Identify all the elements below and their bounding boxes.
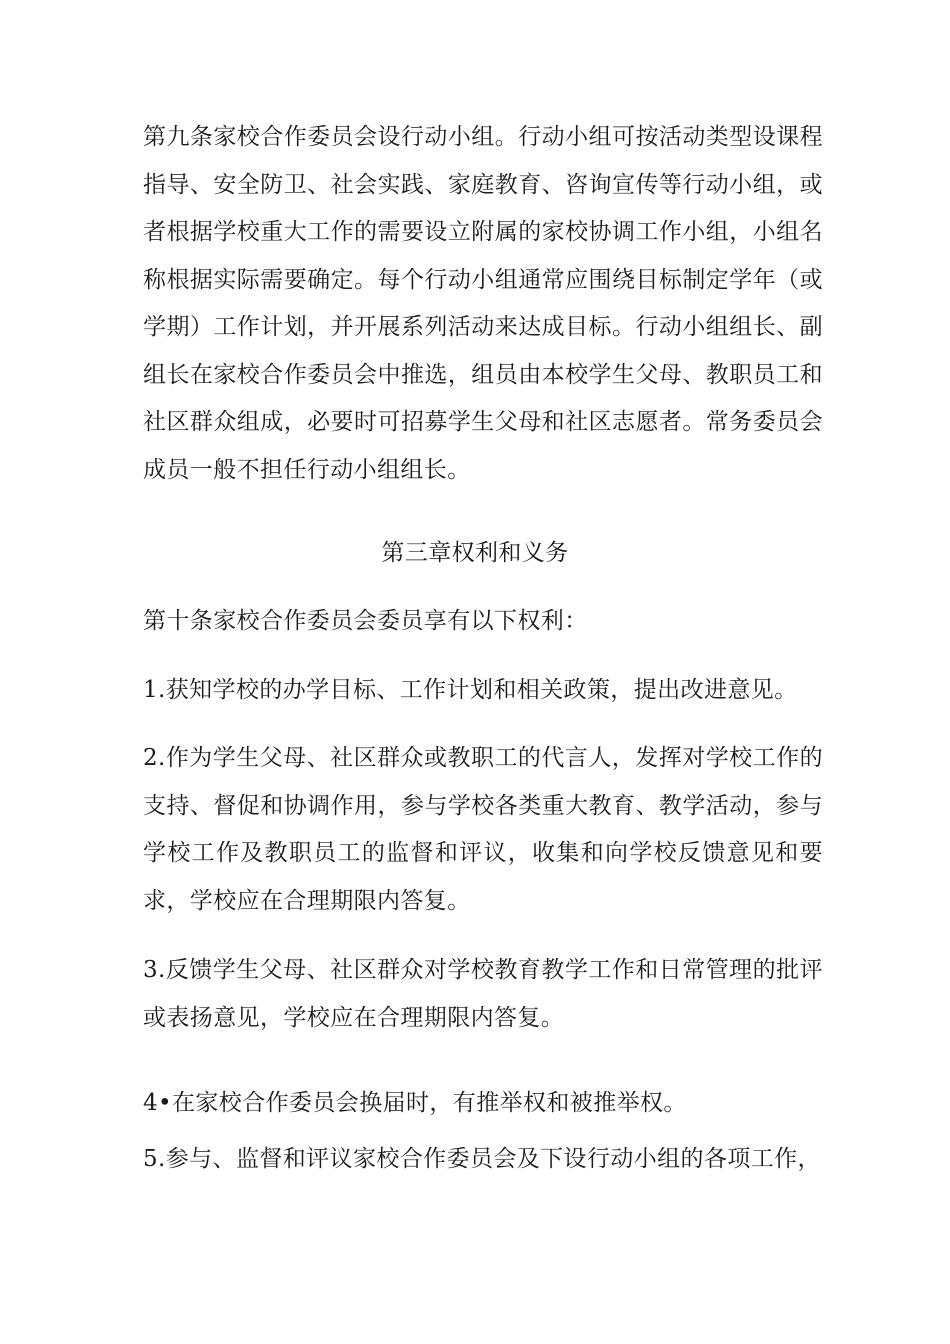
article-10-paragraph: 第十条家校合作委员会委员享有以下权利： [143,608,588,634]
list-item-3: 3.反馈学生父母、社区群众对学校教育教学工作和日常管理的批评或表扬意见，学校应在合理期限内答复。 [143,957,823,1031]
list-item-1: 1.获知学校的办学目标、工作计划和相关政策，提出改进意见。 [143,677,798,703]
chapter-3-heading: 第三章权利和义务 [381,540,569,566]
list-item-2: 2.作为学生父母、社区群众或教职工的代言人，发挥对学校工作的支持、督促和协调作用，参与学校各类重大教育、教学活动，参与学校工作及教职员工的监督和评议，收集和向学校反馈意见和要求，学校应在合理期限内答复。 [143,745,823,914]
list-item-4: 4•在家校合作委员会换届时，有推举权和被推举权。 [143,1090,687,1116]
article-9-paragraph: 第九条家校合作委员会设行动小组。行动小组可按活动类型设课程指导、安全防卫、社会实践、家庭教育、咨询宣传等行动小组，或者根据学校重大工作的需要设立附属的家校协调工作小组，小组名称根据实际需要确定。每个行动小组通常应围绕目标制定学年（或学期）工作计划，并开展系列活动来达成目标。行动小组组长、副组长在家校合作委员会中推选，组员由本校学生父母、教职员工和社区群众组成，必要时可招募学生父母和社区志愿者。常务委员会成员一般不担任行动小组组长。 [143,124,823,483]
list-item-5: 5.参与、监督和评议家校合作委员会及下设行动小组的各项工作， [143,1146,821,1172]
